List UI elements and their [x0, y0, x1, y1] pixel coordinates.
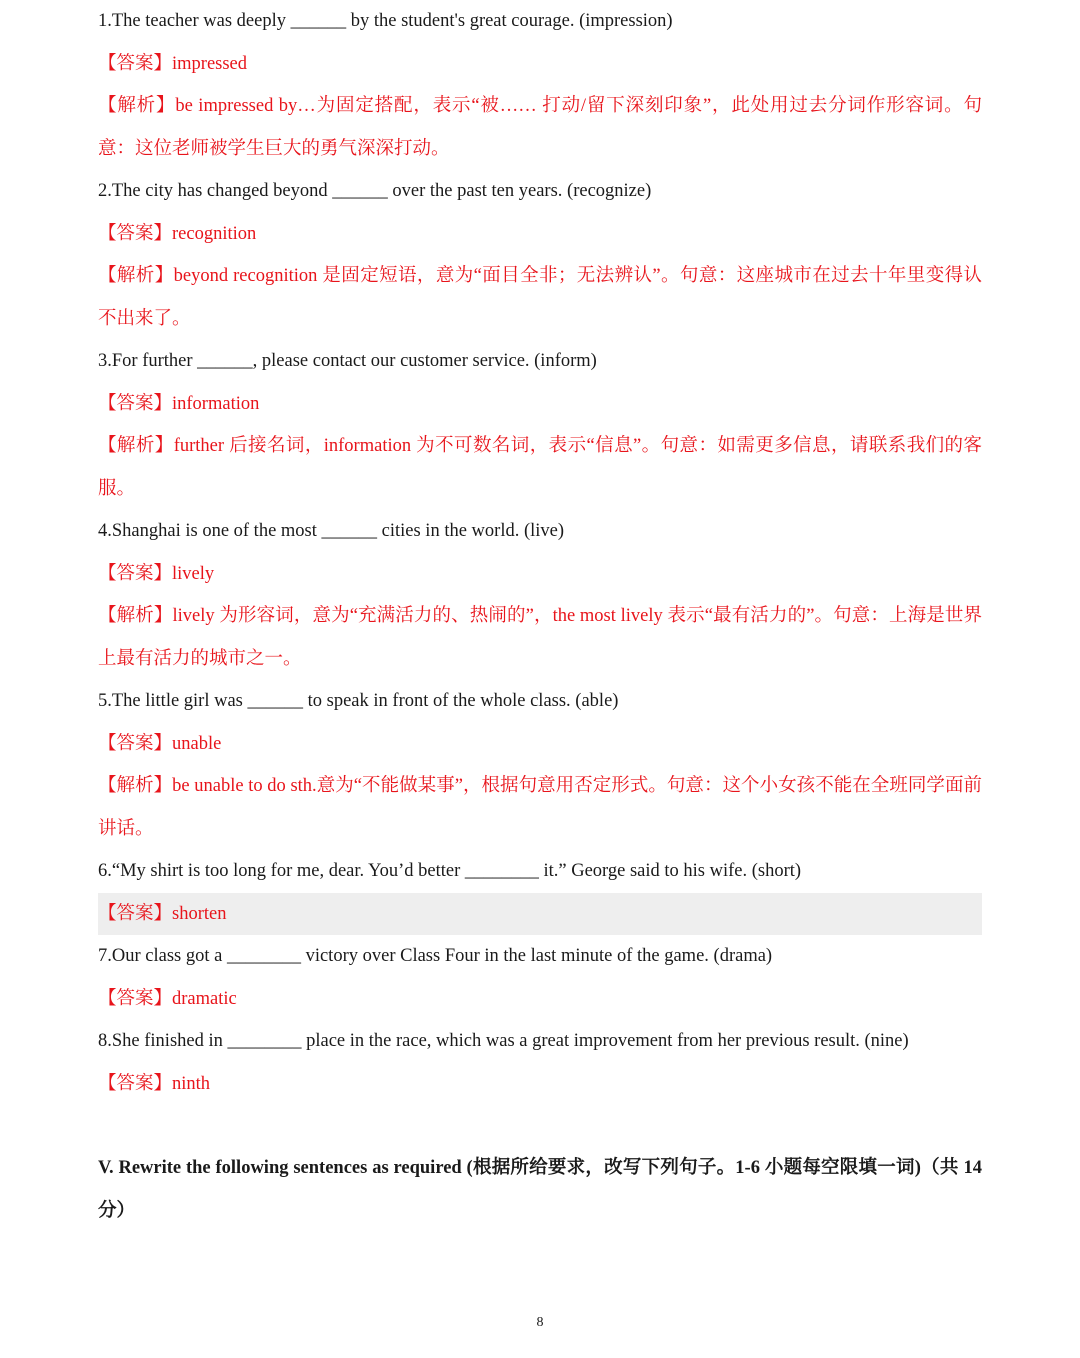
- explanation-5: 【解析】be unable to do sth.意为“不能做某事”，根据句意用否定形式。句意：这个小女孩不能在全班同学面前讲话。: [98, 776, 982, 839]
- question-5: 5.The little girl was ______ to speak in front of the whole class. (able): [98, 691, 619, 711]
- explanation-2: 【解析】beyond recognition 是固定短语，意为“面目全非；无法辨认”。句意：这座城市在过去十年里变得认不出来了。: [98, 266, 982, 329]
- answer-1: 【答案】impressed: [98, 53, 248, 74]
- question-7: 7.Our class got a ________ victory over Class Four in the last minute of the game. (drama): [98, 946, 773, 966]
- answer-5: 【答案】unable: [98, 733, 222, 754]
- question-1: 1.The teacher was deeply ______ by the student's great courage. (impression): [98, 11, 673, 31]
- explanation-4: 【解析】lively 为形容词，意为“充满活力的、热闹的”，the most lively 表示“最有活力的”。句意：上海是世界上最有活力的城市之一。: [98, 606, 982, 669]
- answer-6: 【答案】shorten: [98, 893, 982, 936]
- answer-8: 【答案】ninth: [98, 1073, 211, 1094]
- answer-3: 【答案】information: [98, 393, 260, 414]
- explanation-1: 【解析】be impressed by…为固定搭配，表示“被…… 打动/留下深刻印象”，此处用过去分词作形容词。句意：这位老师被学生巨大的勇气深深打动。: [98, 96, 982, 159]
- section-title: V. Rewrite the following sentences as required (根据所给要求，改写下列句子。1-6 小题每空限填一词)（共 14 分）: [98, 1158, 982, 1221]
- question-4: 4.Shanghai is one of the most ______ cities in the world. (live): [98, 521, 565, 541]
- question-2: 2.The city has changed beyond ______ over the past ten years. (recognize): [98, 181, 652, 201]
- question-8: 8.She finished in ________ place in the race, which was a great improvement from her previous result. (nine): [98, 1031, 909, 1051]
- page-number: 8: [536, 1315, 544, 1330]
- answer-2: 【答案】recognition: [98, 223, 257, 244]
- question-6: 6.“My shirt is too long for me, dear. You’d better ________ it.” George said to his wife. (short): [98, 861, 802, 881]
- answer-7: 【答案】dramatic: [98, 988, 237, 1009]
- question-3: 3.For further ______, please contact our customer service. (inform): [98, 351, 597, 371]
- explanation-3: 【解析】further 后接名词，information 为不可数名词，表示“信息”。句意：如需更多信息，请联系我们的客服。: [98, 436, 982, 499]
- document-body: [98, 0, 982, 1251]
- answer-4: 【答案】lively: [98, 563, 215, 584]
